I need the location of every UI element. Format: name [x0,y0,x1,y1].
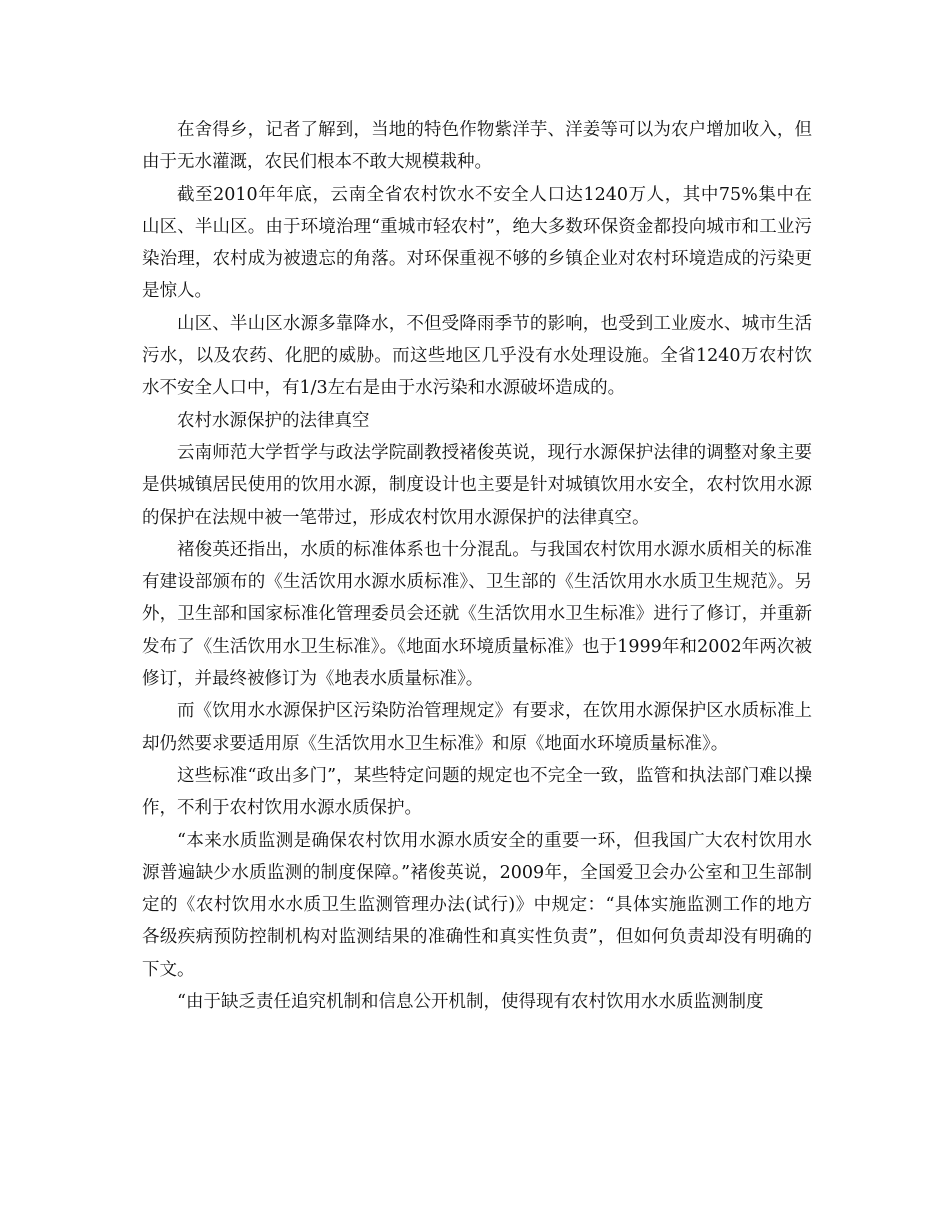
paragraph-9: “本来水质监测是确保农村饮用水源水质安全的重要一环，但我国广大农村饮用水源普遍缺少水质监测的制度保障。”褚俊英说，2009年，全国爱卫会办公室和卫生部制定的《农村饮用水水质卫生监测管理办法(试行)》中规定：“具体实施监测工作的地方各级疾病预防控制机构对监测结果的准确性和真实性负责”，但如何负责却没有明确的下文。 [142,830,812,980]
paragraph-5: 云南师范大学哲学与政法学院副教授褚俊英说，现行水源保护法律的调整对象主要是供城镇居民使用的饮用水源，制度设计也主要是针对城镇饮用水安全，农村饮用水源的保护在法规中被一笔带过，形成农村饮用水源保护的法律真空。 [142,442,812,528]
paragraph-6: 褚俊英还指出，水质的标准体系也十分混乱。与我国农村饮用水源水质相关的标准有建设部颁布的《生活饮用水源水质标准》、卫生部的《生活饮用水水质卫生规范》。另外，卫生部和国家标准化管理委员会还就《生活饮用水卫生标准》进行了修订，并重新发布了《生活饮用水卫生标准》。《地面水环境质量标准》也于1999年和2002年两次被修订，并最终被修订为《地表水质量标准》。 [142,539,812,690]
paragraph-2: 截至2010年年底，云南全省农村饮水不安全人口达1240万人，其中75%集中在山区、半山区。由于环境治理“重城市轻农村”，绝大多数环保资金都投向城市和工业污染治理，农村成为被遗忘的角落。对环保重视不够的乡镇企业对农村环境造成的污染更是惊人。 [142,184,812,302]
paragraph-1: 在舍得乡，记者了解到，当地的特色作物紫洋芋、洋姜等可以为农户增加收入，但由于无水灌溉，农民们根本不敢大规模栽种。 [142,120,812,173]
article-body [142,114,812,1018]
paragraph-3: 山区、半山区水源多靠降水，不但受降雨季节的影响，也受到工业废水、城市生活污水，以及农药、化肥的威胁。而这些地区几乎没有水处理设施。全省1240万农村饮水不安全人口中，有1/3左右是由于水污染和水源破坏造成的。 [142,313,812,399]
section-heading: 农村水源保护的法律真空 [177,410,370,431]
paragraph-8: 这些标准“政出多门”，某些特定问题的规定也不完全一致，监管和执法部门难以操作，不利于农村饮用水源水质保护。 [142,765,812,819]
paragraph-7: 而《饮用水水源保护区污染防治管理规定》有要求，在饮用水源保护区水质标准上却仍然要求要适用原《生活饮用水卫生标准》和原《地面水环境质量标准》。 [142,701,812,754]
paragraph-10: “由于缺乏责任追究机制和信息公开机制，使得现有农村饮用水水质监测制度 [177,992,764,1013]
